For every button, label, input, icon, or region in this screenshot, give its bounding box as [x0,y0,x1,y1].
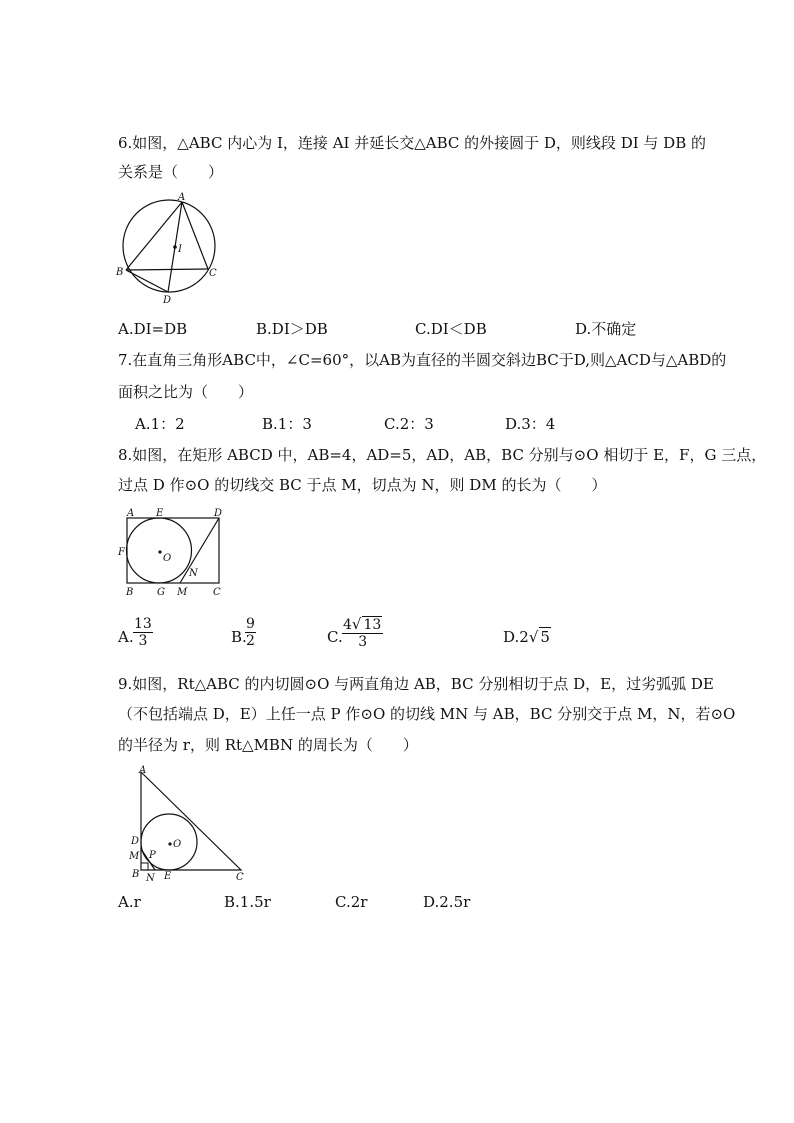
q6-option-d: D.不确定 [575,320,637,338]
rectangle-abcd [127,518,219,583]
q9-option-b: B.1.5r [224,893,271,911]
label-c: C [209,268,217,279]
label-b: B [126,587,134,598]
q9-stem-line1: 9.如图，Rt△ABC 的内切圆⊙O 与两直角边 AB，BC 分别相切于点 D，E，过劣弧弧 DE [118,675,714,693]
q8-stem-line2: 过点 D 作⊙O 的切线交 BC 于点 M，切点为 N，则 DM 的长为（ ） [118,476,607,494]
label-d: D [131,836,140,847]
label-d: D [163,295,172,306]
label-m: M [177,587,188,598]
q7-option-b: B.1：3 [262,415,312,433]
q9-option-d: D.2.5r [423,893,471,911]
label-n: N [146,873,155,884]
label-p: P [149,850,156,861]
q8-option-d: D.2√ 5 [503,628,550,646]
q9-stem-line3: 的半径为 r，则 Rt△MBN 的周长为（ ） [118,736,418,754]
q6-option-b: B.DI＞DB [256,320,328,338]
q8-d-prefix: D. [503,628,520,646]
label-e: E [156,508,164,519]
q9-figure [124,762,254,884]
label-a: A [127,508,135,519]
q8-option-c-prefix: C. [327,628,343,646]
label-f: F [118,547,125,558]
q6-option-a: A.DI=DB [118,320,188,338]
q7-option-d: D.3：4 [505,415,556,433]
label-e: E [164,871,172,882]
q8-figure [116,505,232,599]
label-b: B [116,267,124,278]
circle-o [127,518,192,583]
label-n: N [189,568,198,579]
q6-stem-line1: 6.如图，△ABC 内心为 I，连接 AI 并延长交△ABC 的外接圆于 D，则线段 DI 与 DB 的 [118,134,706,152]
q8-b-numerator: 9 [246,616,255,632]
q6-figure [112,190,232,308]
q8-d-coefficient: 2 [519,628,529,646]
q8-option-b-prefix: B. [231,628,247,646]
q8-a-denominator: 3 [138,633,148,649]
q7-stem-line2: 面积之比为（ ） [118,383,254,401]
q9-option-c: C.2r [335,893,368,911]
q8-option-c-fraction: 4√ 13 3 [343,615,382,650]
q8-option-a-fraction [133,616,153,649]
label-m: M [129,851,140,862]
tangent-dm [180,518,219,583]
segment-bd [126,270,168,292]
label-g: G [157,587,165,598]
side-bc [126,269,208,270]
q8-d-radicand: 5 [540,628,550,646]
label-a: A [178,192,186,203]
q9-stem-line2: （不包括端点 D，E）上任一点 P 作⊙O 的切线 MN 与 AB，BC 分别交于点 M，N，若⊙O [118,705,736,723]
q7-option-a: A.1：2 [135,415,185,433]
center-o [168,842,171,845]
q8-c-coefficient: 4 [343,617,352,633]
q7-stem-line1: 7.在直角三角形ABC中，∠C=60°，以AB为直径的半圆交斜边BC于D,则△ACD与△ABD的 [118,351,727,369]
q6-stem-line2: 关系是（ ） [118,163,224,181]
label-d: D [214,508,223,519]
triangle-abc [141,772,241,870]
label-c: C [213,587,221,598]
label-b: B [132,869,140,880]
circumcircle [123,200,215,292]
incenter-point [173,245,177,249]
q9-option-a: A.r [118,893,141,911]
q8-c-radicand: 13 [363,617,382,633]
right-angle-mark [141,863,148,870]
label-c: C [236,872,244,883]
q8-c-denominator: 3 [358,634,368,650]
label-o: O [163,553,172,564]
label-i: I [178,244,182,255]
q8-option-b-fraction [245,616,256,649]
q8-a-numerator: 13 [134,616,152,632]
label-a: A [139,765,147,776]
q7-option-c: C.2：3 [384,415,434,433]
label-o: O [173,839,182,850]
q8-stem-line1: 8.如图，在矩形 ABCD 中，AB=4，AD=5，AD，AB，BC 分别与⊙O 相切于 E，F，G 三点， [118,446,767,464]
q8-option-a-prefix: A. [118,628,134,646]
center-o [158,550,161,553]
q6-option-c: C.DI＜DB [415,320,487,338]
side-ac [182,202,208,269]
q8-b-denominator: 2 [246,633,255,649]
